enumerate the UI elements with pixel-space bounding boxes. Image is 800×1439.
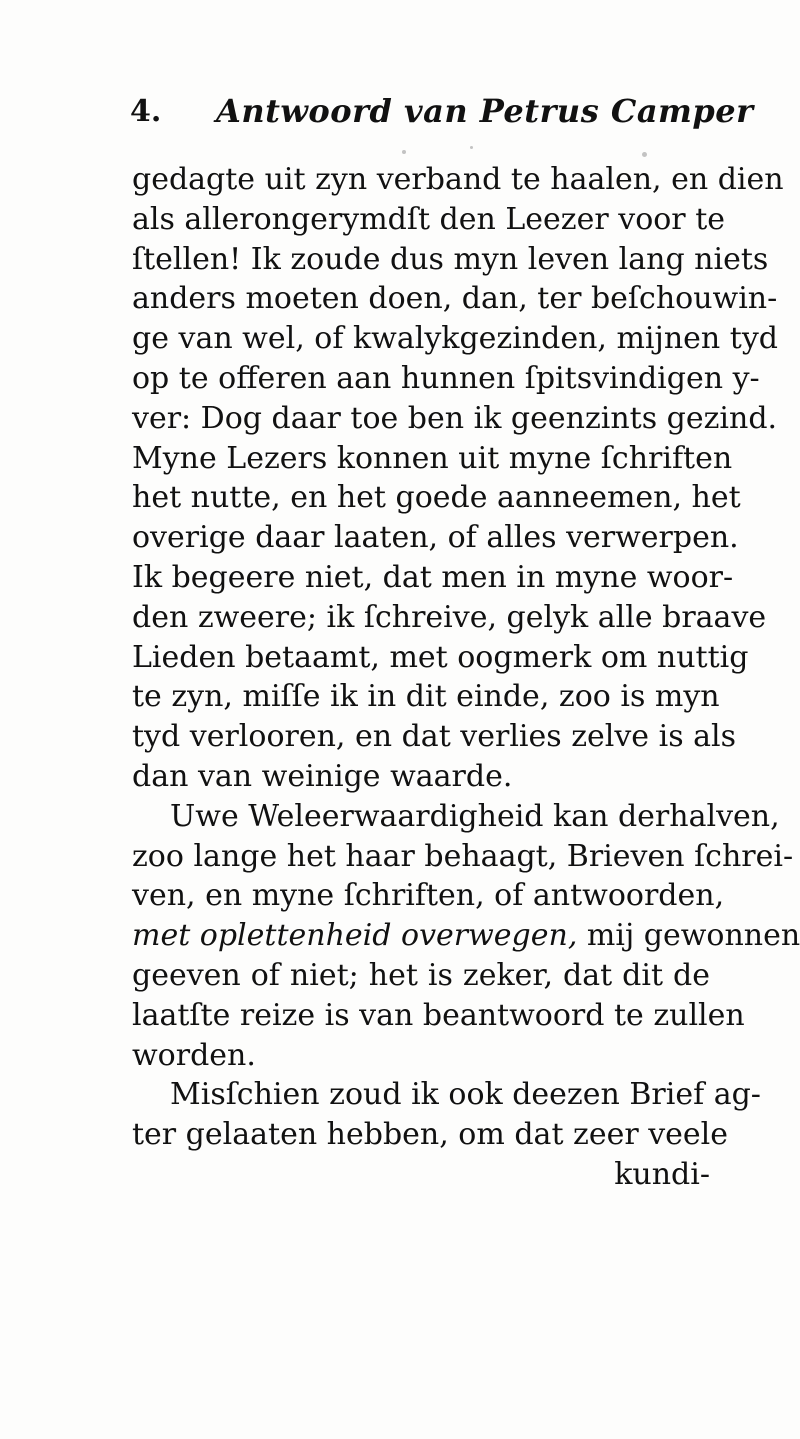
body-text: [132, 160, 800, 1195]
text-line: geeven of niet; het is zeker, dat dit de: [132, 957, 710, 993]
text-line: Ik begeere niet, dat men in myne woor-: [132, 559, 734, 595]
catchword: kundi-: [614, 1156, 710, 1192]
text-line: als allerongerymdſt den Leezer voor te: [132, 201, 725, 237]
text-line: gedagte uit zyn verband te haalen, en dien: [132, 162, 784, 197]
italic-phrase: met oplettenheid overwegen,: [132, 918, 578, 954]
text-line: worden.: [132, 1037, 256, 1073]
text-line: het nutte, en het goede aanneemen, het: [132, 480, 741, 516]
text-line: ge van wel, of kwalykgezinden, mijnen tyd: [132, 321, 778, 357]
text-fragment: mij gewonnen: [586, 918, 800, 954]
ink-speck: [470, 146, 473, 149]
text-line: Uwe Weleerwaardigheid kan derhalven,: [170, 798, 780, 834]
text-line: anders moeten doen, dan, ter beſchouwin-: [132, 281, 778, 317]
ink-speck: [642, 152, 647, 157]
text-line: te zyn, miſſe ik in dit einde, zoo is myn: [132, 679, 720, 715]
text-line: tyd verlooren, en dat verlies zelve is als: [132, 719, 736, 755]
text-line: overige daar laaten, of alles verwerpen.: [132, 520, 739, 556]
text-line: dan van weinige waarde.: [132, 758, 513, 794]
running-title: Antwoord van Petrus Camper: [216, 92, 754, 130]
text-line: Myne Lezers konnen uit myne ſchriften: [132, 440, 733, 476]
text-line: Lieden betaamt, met oogmerk om nuttig: [132, 639, 749, 675]
text-line: laatſte reize is van beantwoord te zullen: [132, 997, 745, 1033]
text-line: zoo lange het haar behaagt, Brieven ſchrei-: [132, 838, 794, 874]
page-header: [120, 92, 754, 132]
ink-speck: [402, 150, 406, 154]
page-number: 4.: [130, 94, 162, 129]
text-line: op te offeren aan hunnen ſpitsvindigen y-: [132, 360, 760, 396]
text-line: ter gelaaten hebben, om dat zeer veele: [132, 1117, 729, 1153]
text-line: ſtellen! Ik zoude dus myn leven lang niets: [132, 241, 769, 277]
text-line-mixed: [132, 916, 800, 956]
text-line: den zweere; ik ſchreive, gelyk alle braave: [132, 599, 767, 635]
text-line: Misſchien zoud ik ook deezen Brief ag-: [170, 1077, 761, 1113]
text-line: ven, en myne ſchriften, of antwoorden,: [132, 878, 725, 914]
text-line: ver: Dog daar toe ben ik geenzints gezind.: [132, 400, 778, 436]
